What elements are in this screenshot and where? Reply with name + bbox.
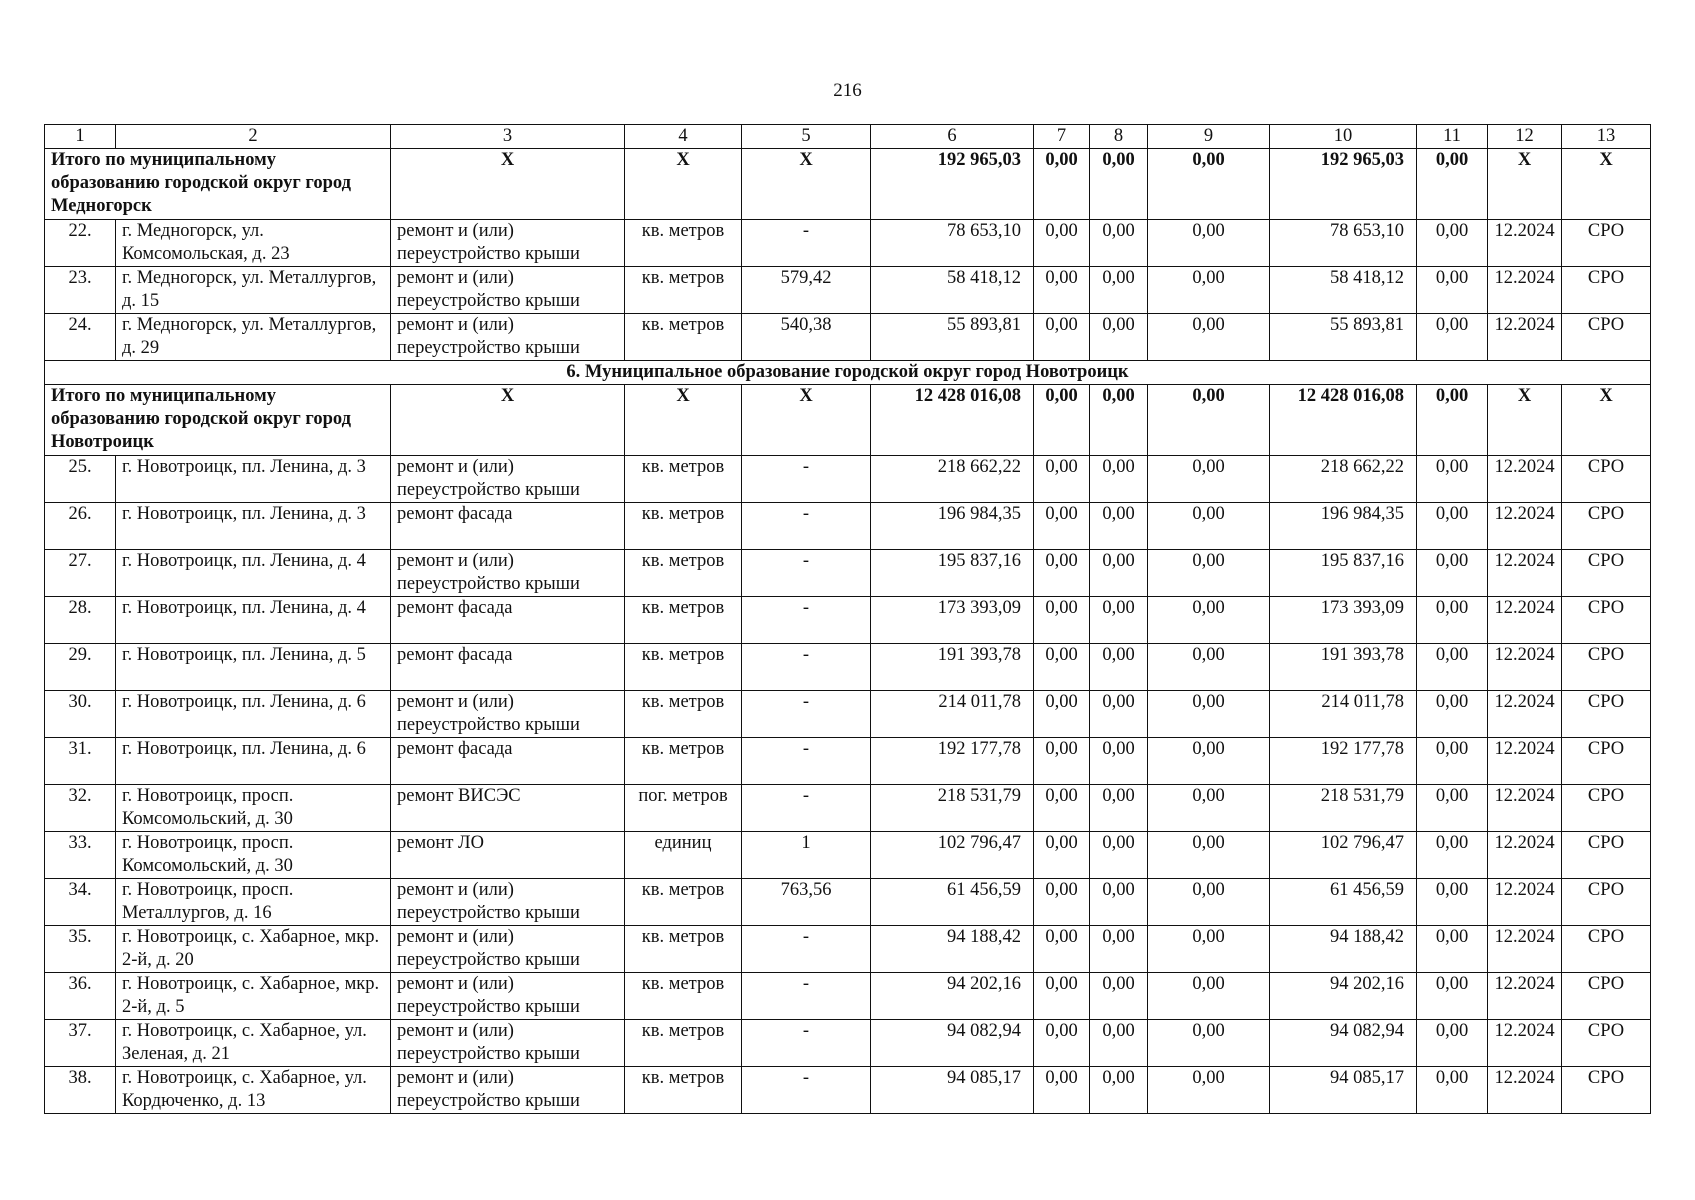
total-cell: 0,00 — [1148, 149, 1270, 220]
page-number: 216 — [833, 80, 862, 101]
value-cell: 0,00 — [1148, 1067, 1270, 1114]
value-cell: 0,00 — [1034, 738, 1090, 785]
value-cell: 0,00 — [1417, 738, 1488, 785]
deadline-cell: 12.2024 — [1488, 926, 1562, 973]
address-cell: г. Медногорск, ул. Комсомольская, д. 23 — [116, 220, 391, 267]
unit-cell: кв. метров — [625, 1020, 742, 1067]
value-cell: 0,00 — [1090, 926, 1148, 973]
column-number-cell: 1 — [45, 125, 116, 149]
table-row — [45, 597, 1651, 644]
value-cell: 0,00 — [1148, 832, 1270, 879]
work-type-cell: ремонт и (или) переустройство крыши — [391, 879, 625, 926]
deadline-cell: 12.2024 — [1488, 1020, 1562, 1067]
column-number-cell: 8 — [1090, 125, 1148, 149]
value-cell: 0,00 — [1034, 267, 1090, 314]
row-number-cell: 35. — [45, 926, 116, 973]
method-cell: СРО — [1562, 1067, 1651, 1114]
value-cell: 0,00 — [1417, 644, 1488, 691]
address-cell: г. Новотроицк, пл. Ленина, д. 3 — [116, 503, 391, 550]
method-cell: СРО — [1562, 879, 1651, 926]
address-cell: г. Новотроицк, просп. Комсомольский, д. 30 — [116, 785, 391, 832]
value-cell: 0,00 — [1417, 973, 1488, 1020]
deadline-cell: 12.2024 — [1488, 644, 1562, 691]
table-row — [45, 220, 1651, 267]
quantity-cell: - — [742, 503, 871, 550]
total-cell: 0,00 — [1090, 385, 1148, 456]
total-cell: 0,00 — [1148, 385, 1270, 456]
quantity-cell: - — [742, 456, 871, 503]
table-row — [45, 644, 1651, 691]
unit-cell: единиц — [625, 832, 742, 879]
table-row — [45, 738, 1651, 785]
total-cost-cell: 12 428 016,08 — [871, 385, 1034, 456]
value-cell: 0,00 — [1148, 691, 1270, 738]
total-label: Итого по муниципальному образованию городской округ город Новотроицк — [45, 385, 391, 456]
column-number-cell: 12 — [1488, 125, 1562, 149]
unit-cell: кв. метров — [625, 267, 742, 314]
value-cell: 0,00 — [1034, 785, 1090, 832]
cost-cell: 192 177,78 — [1270, 738, 1417, 785]
row-number-cell: 34. — [45, 879, 116, 926]
total-cell: Х — [742, 149, 871, 220]
cost-cell: 214 011,78 — [1270, 691, 1417, 738]
value-cell: 0,00 — [1034, 597, 1090, 644]
work-type-cell: ремонт и (или) переустройство крыши — [391, 1067, 625, 1114]
value-cell: 0,00 — [1034, 691, 1090, 738]
value-cell: 0,00 — [1417, 1020, 1488, 1067]
method-cell: СРО — [1562, 1020, 1651, 1067]
value-cell: 0,00 — [1148, 456, 1270, 503]
work-type-cell: ремонт ВИСЭС — [391, 785, 625, 832]
total-label: Итого по муниципальному образованию городской округ город Медногорск — [45, 149, 391, 220]
method-cell: СРО — [1562, 973, 1651, 1020]
address-cell: г. Новотроицк, с. Хабарное, мкр. 2-й, д. 5 — [116, 973, 391, 1020]
quantity-cell: - — [742, 1020, 871, 1067]
cost-cell: 191 393,78 — [1270, 644, 1417, 691]
value-cell: 0,00 — [1417, 879, 1488, 926]
value-cell: 0,00 — [1417, 926, 1488, 973]
table-row — [45, 785, 1651, 832]
value-cell: 0,00 — [1148, 973, 1270, 1020]
deadline-cell: 12.2024 — [1488, 973, 1562, 1020]
address-cell: г. Новотроицк, пл. Ленина, д. 3 — [116, 456, 391, 503]
deadline-cell: 12.2024 — [1488, 879, 1562, 926]
table-row — [45, 1067, 1651, 1114]
value-cell: 0,00 — [1417, 832, 1488, 879]
column-number-cell: 3 — [391, 125, 625, 149]
deadline-cell: 12.2024 — [1488, 738, 1562, 785]
value-cell: 0,00 — [1090, 1067, 1148, 1114]
value-cell: 0,00 — [1090, 973, 1148, 1020]
quantity-cell: 540,38 — [742, 314, 871, 361]
value-cell: 0,00 — [1148, 550, 1270, 597]
deadline-cell: 12.2024 — [1488, 597, 1562, 644]
unit-cell: кв. метров — [625, 879, 742, 926]
method-cell: СРО — [1562, 550, 1651, 597]
cost-cell: 78 653,10 — [1270, 220, 1417, 267]
table-body — [45, 125, 1651, 1114]
row-number-cell: 29. — [45, 644, 116, 691]
cost-cell: 196 984,35 — [871, 503, 1034, 550]
total-row — [45, 149, 1651, 220]
deadline-cell: 12.2024 — [1488, 456, 1562, 503]
value-cell: 0,00 — [1090, 738, 1148, 785]
unit-cell: кв. метров — [625, 738, 742, 785]
cost-cell: 58 418,12 — [1270, 267, 1417, 314]
method-cell: СРО — [1562, 503, 1651, 550]
cost-cell: 196 984,35 — [1270, 503, 1417, 550]
table-row — [45, 1020, 1651, 1067]
address-cell: г. Новотроицк, с. Хабарное, мкр. 2-й, д. 20 — [116, 926, 391, 973]
value-cell: 0,00 — [1148, 267, 1270, 314]
value-cell: 0,00 — [1417, 1067, 1488, 1114]
address-cell: г. Новотроицк, пл. Ленина, д. 4 — [116, 550, 391, 597]
address-cell: г. Новотроицк, пл. Ленина, д. 6 — [116, 691, 391, 738]
row-number-cell: 31. — [45, 738, 116, 785]
table-row — [45, 973, 1651, 1020]
deadline-cell: 12.2024 — [1488, 550, 1562, 597]
value-cell: 0,00 — [1090, 785, 1148, 832]
value-cell: 0,00 — [1148, 1020, 1270, 1067]
work-type-cell: ремонт и (или) переустройство крыши — [391, 691, 625, 738]
column-number-row — [45, 125, 1651, 149]
value-cell: 0,00 — [1148, 314, 1270, 361]
unit-cell: кв. метров — [625, 973, 742, 1020]
table-row — [45, 550, 1651, 597]
quantity-cell: 579,42 — [742, 267, 871, 314]
value-cell: 0,00 — [1148, 503, 1270, 550]
quantity-cell: - — [742, 597, 871, 644]
value-cell: 0,00 — [1148, 926, 1270, 973]
row-number-cell: 27. — [45, 550, 116, 597]
column-number-cell: 13 — [1562, 125, 1651, 149]
value-cell: 0,00 — [1148, 644, 1270, 691]
total-cell: Х — [625, 149, 742, 220]
value-cell: 0,00 — [1148, 785, 1270, 832]
quantity-cell: - — [742, 738, 871, 785]
quantity-cell: - — [742, 220, 871, 267]
work-type-cell: ремонт и (или) переустройство крыши — [391, 973, 625, 1020]
value-cell: 0,00 — [1148, 738, 1270, 785]
unit-cell: кв. метров — [625, 456, 742, 503]
table-row — [45, 314, 1651, 361]
table-row — [45, 879, 1651, 926]
column-number-cell: 6 — [871, 125, 1034, 149]
value-cell: 0,00 — [1090, 597, 1148, 644]
work-type-cell: ремонт и (или) переустройство крыши — [391, 220, 625, 267]
row-number-cell: 30. — [45, 691, 116, 738]
work-type-cell: ремонт и (или) переустройство крыши — [391, 456, 625, 503]
unit-cell: кв. метров — [625, 597, 742, 644]
table-row — [45, 503, 1651, 550]
value-cell: 0,00 — [1034, 220, 1090, 267]
row-number-cell: 25. — [45, 456, 116, 503]
deadline-cell: 12.2024 — [1488, 314, 1562, 361]
work-type-cell: ремонт ЛО — [391, 832, 625, 879]
method-cell: СРО — [1562, 456, 1651, 503]
deadline-cell: 12.2024 — [1488, 691, 1562, 738]
quantity-cell: - — [742, 785, 871, 832]
value-cell: 0,00 — [1090, 879, 1148, 926]
value-cell: 0,00 — [1417, 267, 1488, 314]
cost-cell: 94 202,16 — [871, 973, 1034, 1020]
unit-cell: пог. метров — [625, 785, 742, 832]
unit-cell: кв. метров — [625, 503, 742, 550]
quantity-cell: 1 — [742, 832, 871, 879]
value-cell: 0,00 — [1034, 550, 1090, 597]
column-number-cell: 5 — [742, 125, 871, 149]
value-cell: 0,00 — [1148, 597, 1270, 644]
row-number-cell: 26. — [45, 503, 116, 550]
value-cell: 0,00 — [1090, 267, 1148, 314]
table-row — [45, 691, 1651, 738]
total-cell: Х — [391, 149, 625, 220]
value-cell: 0,00 — [1034, 644, 1090, 691]
address-cell: г. Новотроицк, с. Хабарное, ул. Кордюченко, д. 13 — [116, 1067, 391, 1114]
unit-cell: кв. метров — [625, 926, 742, 973]
unit-cell: кв. метров — [625, 220, 742, 267]
method-cell: СРО — [1562, 644, 1651, 691]
total-cell: Х — [1562, 149, 1651, 220]
total-cell: 0,00 — [1417, 385, 1488, 456]
total-cost-cell: 192 965,03 — [871, 149, 1034, 220]
address-cell: г. Медногорск, ул. Металлургов, д. 29 — [116, 314, 391, 361]
column-number-cell: 2 — [116, 125, 391, 149]
cost-cell: 102 796,47 — [871, 832, 1034, 879]
cost-cell: 55 893,81 — [1270, 314, 1417, 361]
cost-cell: 55 893,81 — [871, 314, 1034, 361]
value-cell: 0,00 — [1417, 550, 1488, 597]
value-cell: 0,00 — [1090, 314, 1148, 361]
row-number-cell: 37. — [45, 1020, 116, 1067]
cost-cell: 94 082,94 — [1270, 1020, 1417, 1067]
repair-program-table — [44, 124, 1651, 1114]
total-cost-cell: 12 428 016,08 — [1270, 385, 1417, 456]
value-cell: 0,00 — [1148, 220, 1270, 267]
address-cell: г. Новотроицк, пл. Ленина, д. 6 — [116, 738, 391, 785]
row-number-cell: 38. — [45, 1067, 116, 1114]
value-cell: 0,00 — [1090, 550, 1148, 597]
cost-cell: 78 653,10 — [871, 220, 1034, 267]
value-cell: 0,00 — [1417, 785, 1488, 832]
total-cell: Х — [625, 385, 742, 456]
cost-cell: 218 531,79 — [871, 785, 1034, 832]
section-title: 6. Муниципальное образование городской округ город Новотроицк — [45, 361, 1651, 385]
address-cell: г. Медногорск, ул. Металлургов, д. 15 — [116, 267, 391, 314]
value-cell: 0,00 — [1417, 314, 1488, 361]
quantity-cell: - — [742, 644, 871, 691]
work-type-cell: ремонт фасада — [391, 597, 625, 644]
total-cell: Х — [391, 385, 625, 456]
quantity-cell: - — [742, 973, 871, 1020]
quantity-cell: - — [742, 550, 871, 597]
cost-cell: 214 011,78 — [871, 691, 1034, 738]
cost-cell: 195 837,16 — [1270, 550, 1417, 597]
value-cell: 0,00 — [1417, 220, 1488, 267]
address-cell: г. Новотроицк, с. Хабарное, ул. Зеленая, д. 21 — [116, 1020, 391, 1067]
table-row — [45, 267, 1651, 314]
cost-cell: 173 393,09 — [1270, 597, 1417, 644]
row-number-cell: 32. — [45, 785, 116, 832]
work-type-cell: ремонт и (или) переустройство крыши — [391, 1020, 625, 1067]
total-cell: Х — [1488, 149, 1562, 220]
total-cell: 0,00 — [1417, 149, 1488, 220]
cost-cell: 58 418,12 — [871, 267, 1034, 314]
method-cell: СРО — [1562, 785, 1651, 832]
unit-cell: кв. метров — [625, 691, 742, 738]
value-cell: 0,00 — [1034, 973, 1090, 1020]
row-number-cell: 22. — [45, 220, 116, 267]
deadline-cell: 12.2024 — [1488, 785, 1562, 832]
work-type-cell: ремонт и (или) переустройство крыши — [391, 926, 625, 973]
row-number-cell: 28. — [45, 597, 116, 644]
section-header-row — [45, 361, 1651, 385]
value-cell: 0,00 — [1034, 926, 1090, 973]
table-row — [45, 926, 1651, 973]
cost-cell: 218 531,79 — [1270, 785, 1417, 832]
total-cell: 0,00 — [1034, 149, 1090, 220]
row-number-cell: 23. — [45, 267, 116, 314]
value-cell: 0,00 — [1034, 832, 1090, 879]
cost-cell: 195 837,16 — [871, 550, 1034, 597]
cost-cell: 173 393,09 — [871, 597, 1034, 644]
value-cell: 0,00 — [1417, 503, 1488, 550]
value-cell: 0,00 — [1034, 1067, 1090, 1114]
address-cell: г. Новотроицк, просп. Комсомольский, д. 30 — [116, 832, 391, 879]
total-cell: 0,00 — [1034, 385, 1090, 456]
row-number-cell: 36. — [45, 973, 116, 1020]
value-cell: 0,00 — [1034, 1020, 1090, 1067]
quantity-cell: - — [742, 1067, 871, 1114]
deadline-cell: 12.2024 — [1488, 220, 1562, 267]
cost-cell: 94 188,42 — [871, 926, 1034, 973]
cost-cell: 94 202,16 — [1270, 973, 1417, 1020]
method-cell: СРО — [1562, 267, 1651, 314]
total-row — [45, 385, 1651, 456]
column-number-cell: 11 — [1417, 125, 1488, 149]
method-cell: СРО — [1562, 691, 1651, 738]
value-cell: 0,00 — [1090, 220, 1148, 267]
cost-cell: 192 177,78 — [871, 738, 1034, 785]
work-type-cell: ремонт и (или) переустройство крыши — [391, 550, 625, 597]
deadline-cell: 12.2024 — [1488, 1067, 1562, 1114]
cost-cell: 61 456,59 — [871, 879, 1034, 926]
table-row — [45, 456, 1651, 503]
total-cell: Х — [1562, 385, 1651, 456]
work-type-cell: ремонт фасада — [391, 503, 625, 550]
value-cell: 0,00 — [1090, 832, 1148, 879]
value-cell: 0,00 — [1090, 503, 1148, 550]
value-cell: 0,00 — [1090, 644, 1148, 691]
column-number-cell: 4 — [625, 125, 742, 149]
table-row — [45, 832, 1651, 879]
column-number-cell: 10 — [1270, 125, 1417, 149]
cost-cell: 61 456,59 — [1270, 879, 1417, 926]
work-type-cell: ремонт и (или) переустройство крыши — [391, 314, 625, 361]
cost-cell: 218 662,22 — [1270, 456, 1417, 503]
unit-cell: кв. метров — [625, 1067, 742, 1114]
value-cell: 0,00 — [1090, 691, 1148, 738]
value-cell: 0,00 — [1034, 314, 1090, 361]
total-cell: Х — [1488, 385, 1562, 456]
work-type-cell: ремонт и (или) переустройство крыши — [391, 267, 625, 314]
value-cell: 0,00 — [1034, 879, 1090, 926]
cost-cell: 191 393,78 — [871, 644, 1034, 691]
value-cell: 0,00 — [1417, 456, 1488, 503]
deadline-cell: 12.2024 — [1488, 267, 1562, 314]
method-cell: СРО — [1562, 926, 1651, 973]
cost-cell: 94 085,17 — [1270, 1067, 1417, 1114]
row-number-cell: 33. — [45, 832, 116, 879]
total-cell: 0,00 — [1090, 149, 1148, 220]
method-cell: СРО — [1562, 314, 1651, 361]
deadline-cell: 12.2024 — [1488, 503, 1562, 550]
quantity-cell: 763,56 — [742, 879, 871, 926]
quantity-cell: - — [742, 691, 871, 738]
address-cell: г. Новотроицк, просп. Металлургов, д. 16 — [116, 879, 391, 926]
column-number-cell: 9 — [1148, 125, 1270, 149]
deadline-cell: 12.2024 — [1488, 832, 1562, 879]
method-cell: СРО — [1562, 738, 1651, 785]
column-number-cell: 7 — [1034, 125, 1090, 149]
value-cell: 0,00 — [1417, 691, 1488, 738]
address-cell: г. Новотроицк, пл. Ленина, д. 5 — [116, 644, 391, 691]
total-cell: Х — [742, 385, 871, 456]
method-cell: СРО — [1562, 220, 1651, 267]
address-cell: г. Новотроицк, пл. Ленина, д. 4 — [116, 597, 391, 644]
method-cell: СРО — [1562, 597, 1651, 644]
unit-cell: кв. метров — [625, 644, 742, 691]
unit-cell: кв. метров — [625, 550, 742, 597]
work-type-cell: ремонт фасада — [391, 738, 625, 785]
work-type-cell: ремонт фасада — [391, 644, 625, 691]
cost-cell: 94 082,94 — [871, 1020, 1034, 1067]
row-number-cell: 24. — [45, 314, 116, 361]
method-cell: СРО — [1562, 832, 1651, 879]
value-cell: 0,00 — [1417, 597, 1488, 644]
value-cell: 0,00 — [1090, 456, 1148, 503]
cost-cell: 94 188,42 — [1270, 926, 1417, 973]
unit-cell: кв. метров — [625, 314, 742, 361]
value-cell: 0,00 — [1034, 456, 1090, 503]
cost-cell: 94 085,17 — [871, 1067, 1034, 1114]
quantity-cell: - — [742, 926, 871, 973]
cost-cell: 102 796,47 — [1270, 832, 1417, 879]
value-cell: 0,00 — [1034, 503, 1090, 550]
total-cost-cell: 192 965,03 — [1270, 149, 1417, 220]
value-cell: 0,00 — [1148, 879, 1270, 926]
value-cell: 0,00 — [1090, 1020, 1148, 1067]
cost-cell: 218 662,22 — [871, 456, 1034, 503]
